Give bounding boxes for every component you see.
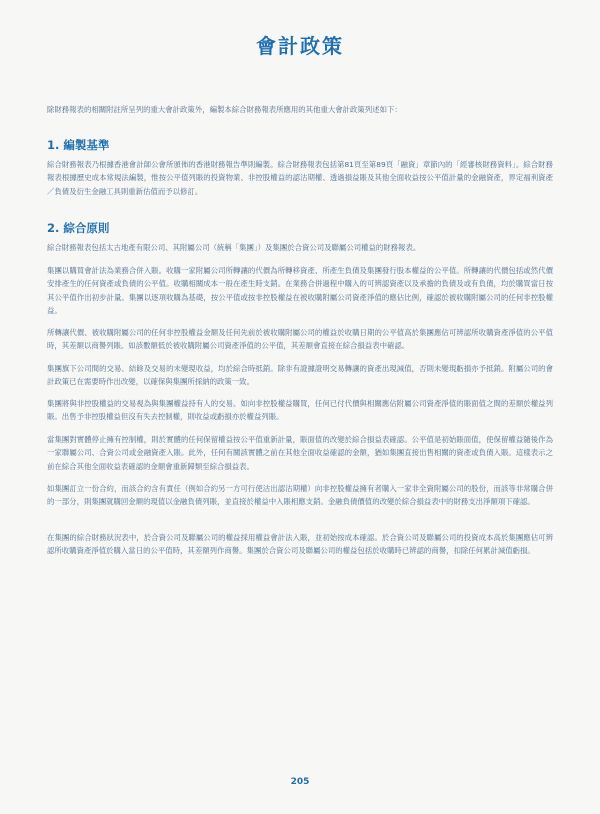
section-1-paragraph: 綜合財務報表乃根據香港會計師公會所頒佈的香港財務報告準則編製。綜合財務報表包括第81頁至第89頁「融資」章節內的「經審核財務資料」。綜合財務報表根據歷史成本常規法編製，惟按公平值列賬的投資物業、非控股權益的認沽期權、透過損益賬及其他全面收益按公平值計量的金融資產，界定福利資產／負債及衍生金融工具則重新估值而予以修訂。 (47, 160, 553, 196)
intro-paragraph: 除財務報表的相關附註所呈列的重大會計政策外，編製本綜合財務報表所應用的其他重大會計政策列述如下： (47, 105, 402, 114)
section-2-paragraph: 集團以購買會計法為業務合併入賬。收購一家附屬公司所轉讓的代價為所轉移資產、所產生負債及集團發行股本權益的公平值。所轉讓的代價包括或然代價安排產生的任何資產或負債的公平值。收購相關成本一般在產生時支銷。在業務合併過程中購入的可辨認資產以及承擔的負債及或有負債，均於購買當日按其公平值作出初步計量。集團以逐項收購為基礎，按公平值或按非控股權益在被收購附屬公司資產淨值的應佔比例，確認於被收購附屬公司的任何非控股權益。 (47, 266, 553, 316)
section-heading-principles-of-consolidation: 2. 綜合原則 (47, 221, 110, 235)
section-2-paragraph: 在集團的綜合財務狀況表中，於合資公司及聯屬公司的權益採用權益會計法入賬，並初始按成本確認。於合資公司及聯屬公司的投資成本高於集團應佔可辨認所收購資產淨值於購入當日的公平值時，其差額列作商譽。集團於合資公司及聯屬公司的權益包括於收購時已辨認的商譽，扣除任何累計減值虧損。 (47, 533, 553, 556)
section-2-paragraph: 所轉讓代價、被收購附屬公司的任何非控股權益金額及任何先前於被收購附屬公司的權益於收購日期的公平值高於集團應佔可辨認所收購資產淨值的公平值時，其差額以商譽列賬。如該數額低於被收購附屬公司資產淨值的公平值，其差額會直接在綜合損益表中確認。 (47, 328, 553, 351)
section-2-paragraph: 集團旗下公司間的交易、結餘及交易的未變現收益，均於綜合時抵銷。除非有證據證明交易轉讓的資產出現減值，否則未變現虧損亦予抵銷。附屬公司的會計政策已在需要時作出改變，以確保與集團所採納的政策一致。 (47, 364, 553, 387)
page-number: 205 (290, 777, 310, 787)
section-2-paragraph: 綜合財務報表包括太古地產有限公司、其附屬公司（統稱「集團」）及集團於合資公司及聯屬公司權益的財務報表。 (47, 243, 421, 252)
section-2-paragraph: 當集團對實體停止擁有控制權，則於實體的任何保留權益按公平值重新計量，賬面值的改變於綜合損益表確認。公平值是初始賬面值，使保留權益隨後作為一家聯屬公司、合資公司或金融資產入賬。此外，任何有關該實體之前在其他全面收益確認的金額，猶如集團直接出售相關的資產或負債入賬。這樣表示之前在綜合其他全面收益表確認的金額會重新歸類至綜合損益表。 (47, 435, 553, 471)
section-2-paragraph: 集團將與非控股權益的交易視為與集團權益持有人的交易。如向非控股權益購買，任何已付代價與相關應佔附屬公司資產淨值的賬面值之間的差額於權益列賬。出售予非控股權益但沒有失去控制權，則收益或虧損亦於權益列賬。 (47, 399, 553, 422)
page-title: 會計政策 (256, 34, 344, 58)
section-heading-basis-of-preparation: 1. 編製基準 (47, 138, 110, 152)
section-2-paragraph: 如集團訂立一份合約，而該合約含有責任（例如合約另一方可行使沽出認沽期權）向非控股權益擁有者購入一家非全資附屬公司的股份，而該等非常購合併的一部分，則集團就購回金額的現值以金融負債列賬，並直接於權益中入賬相應支銷。金融負債價值的改變於綜合損益表中的財務支出淨額項下確認。 (47, 484, 553, 507)
